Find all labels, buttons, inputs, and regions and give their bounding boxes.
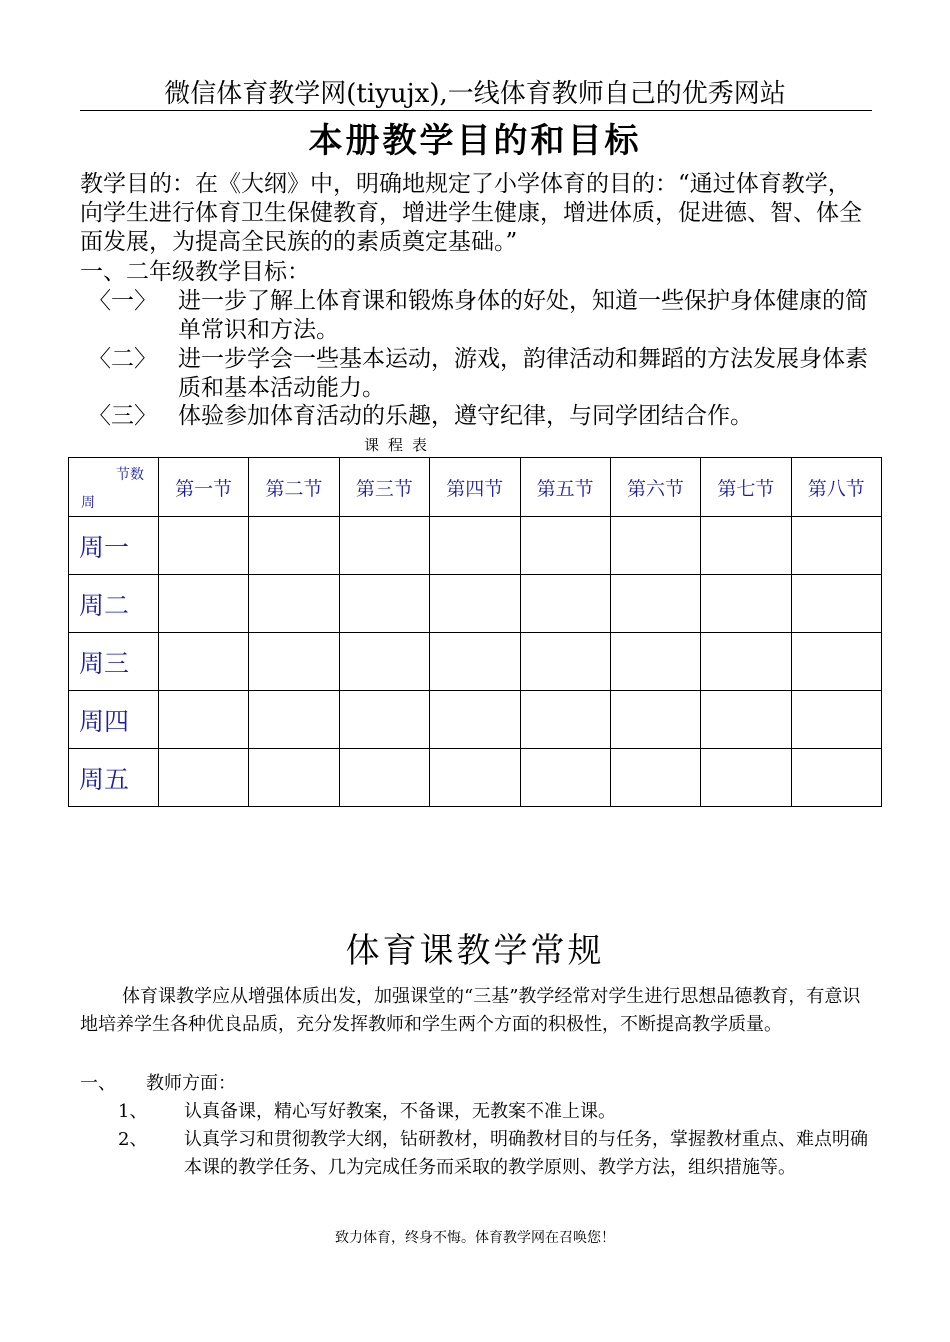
schedule-day-row (69, 517, 882, 575)
goal-text: 进一步学会一些基本运动，游戏，韵律活动和舞蹈的方法发展身体素质和基本活动能力。 (178, 346, 868, 401)
corner-period-label: 节数 (116, 467, 144, 483)
goal-number: 〈二〉 (88, 346, 157, 372)
schedule-cell (610, 575, 700, 633)
schedule-cell (339, 691, 429, 749)
schedule-cell (791, 517, 881, 575)
schedule-header-row (69, 458, 882, 517)
day-label: 周五 (69, 749, 159, 807)
rule-text: 认真备课，精心写好教案，不备课，无教案不准上课。 (184, 1101, 616, 1122)
schedule-cell (339, 633, 429, 691)
schedule-cell (159, 749, 249, 807)
period-header: 第二节 (249, 458, 339, 517)
schedule-cell (430, 691, 520, 749)
section2-title: 体育课教学常规 (345, 931, 605, 971)
schedule-cell (701, 749, 791, 807)
schedule-cell (339, 517, 429, 575)
schedule-cell (249, 517, 339, 575)
header-rule (80, 110, 872, 111)
day-label: 周四 (69, 691, 159, 749)
period-header: 第六节 (610, 458, 700, 517)
rule-number: 2、 (118, 1129, 148, 1150)
schedule-cell (791, 691, 881, 749)
schedule-cell (791, 633, 881, 691)
schedule-cell (159, 691, 249, 749)
schedule-cell (520, 691, 610, 749)
period-header: 第三节 (339, 458, 429, 517)
schedule-cell (610, 749, 700, 807)
goal-text: 进一步了解上体育课和锻炼身体的好处，知道一些保护身体健康的简单常识和方法。 (178, 288, 868, 343)
page-header: 微信体育教学网(tiyujx),一线体育教师自己的优秀网站 (164, 79, 786, 109)
period-header: 第七节 (701, 458, 791, 517)
schedule-day-row (69, 633, 882, 691)
schedule-cell (520, 633, 610, 691)
goal-number: 〈一〉 (88, 288, 157, 314)
schedule-cell (520, 749, 610, 807)
day-label: 周二 (69, 575, 159, 633)
period-header: 第四节 (430, 458, 520, 517)
goals-heading: 一、二年级教学目标： (80, 259, 310, 285)
schedule-cell (339, 575, 429, 633)
schedule-table (68, 457, 882, 807)
day-label: 周三 (69, 633, 159, 691)
schedule-cell (701, 517, 791, 575)
schedule-cell (249, 633, 339, 691)
schedule-cell (430, 517, 520, 575)
subsection-label: 教师方面： (146, 1073, 236, 1094)
schedule-day-row (69, 575, 882, 633)
rule-text: 认真学习和贯彻教学大纲，钻研教材，明确教材目的与任务，掌握教材重点、难点明确本课的教学任务、几为完成任务而采取的教学原则、教学方法，组织措施等。 (184, 1129, 868, 1178)
page-footer: 致力体育，终身不悔。体育教学网在召唤您！ (335, 1230, 615, 1246)
period-header: 第八节 (791, 458, 881, 517)
schedule-cell (430, 633, 520, 691)
schedule-cell (159, 575, 249, 633)
schedule-cell (430, 575, 520, 633)
day-label: 周一 (69, 517, 159, 575)
schedule-cell (791, 575, 881, 633)
schedule-day-row (69, 691, 882, 749)
schedule-cell (701, 633, 791, 691)
schedule-cell (610, 691, 700, 749)
schedule-cell (339, 749, 429, 807)
schedule-cell (520, 517, 610, 575)
schedule-cell (159, 633, 249, 691)
corner-week-label: 周 (81, 495, 95, 511)
rule-number: 1、 (118, 1101, 148, 1122)
schedule-cell (249, 749, 339, 807)
schedule-cell (610, 517, 700, 575)
subsection-number: 一、 (80, 1073, 116, 1094)
goal-text: 体验参加体育活动的乐趣，遵守纪律，与同学团结合作。 (178, 403, 753, 429)
schedule-cell (249, 691, 339, 749)
schedule-cell (610, 633, 700, 691)
schedule-cell (249, 575, 339, 633)
schedule-day-row (69, 749, 882, 807)
period-header: 第一节 (159, 458, 249, 517)
section2-intro: 体育课教学应从增强体质出发，加强课堂的“三基”教学经常对学生进行思想品德教育，有意识地培养学生各种优良品质，充分发挥教师和学生两个方面的积极性，不断提高教学质量。 (80, 986, 861, 1035)
schedule-cell (159, 517, 249, 575)
schedule-cell (430, 749, 520, 807)
schedule-cell (701, 691, 791, 749)
section1-title: 本册教学目的和目标 (308, 121, 642, 161)
schedule-cell (701, 575, 791, 633)
teaching-purpose: 教学目的：在《大纲》中，明确地规定了小学体育的目的：“通过体育教学，向学生进行体育卫生保健教育，增进学生健康，增进体质，促进德、智、体全面发展，为提高全民族的的素质奠定基础。” (80, 171, 862, 255)
schedule-cell (520, 575, 610, 633)
schedule-cell (791, 749, 881, 807)
period-header: 第五节 (520, 458, 610, 517)
goal-number: 〈三〉 (88, 403, 157, 429)
schedule-corner-cell (69, 458, 159, 517)
schedule-caption: 课程表 (363, 436, 436, 454)
